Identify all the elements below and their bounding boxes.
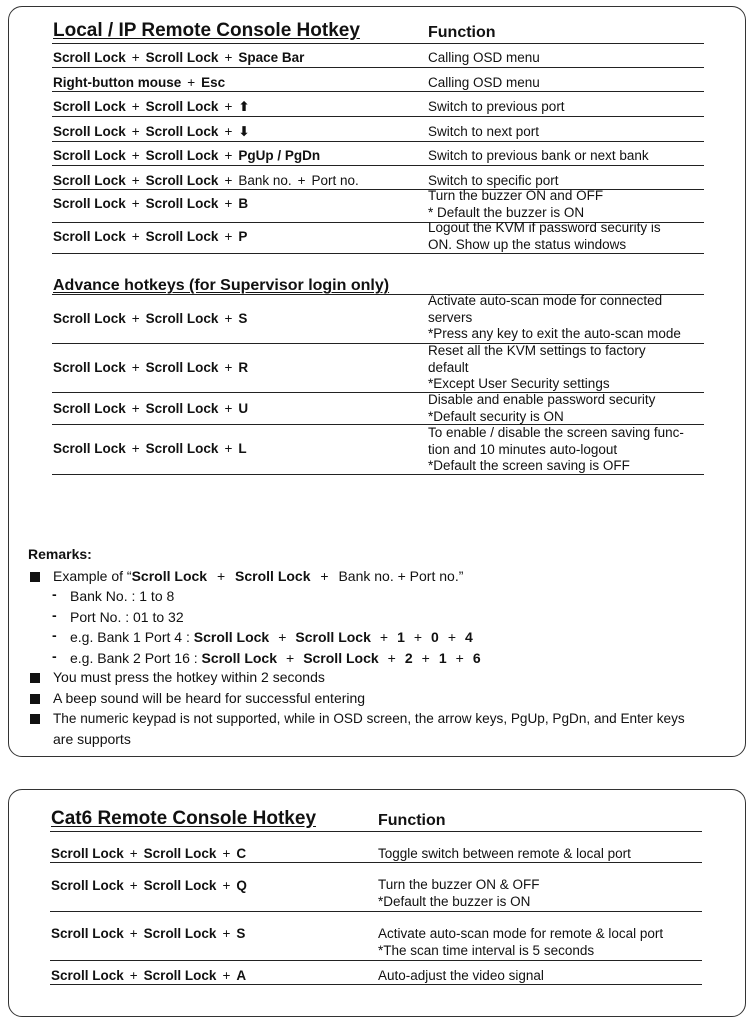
plus-sign: + [447,629,457,645]
example-key: 6 [472,650,481,666]
plus-sign: + [131,441,140,456]
function-line: Toggle switch between remote & local port [378,846,631,861]
example-key: Scroll Lock [193,629,270,645]
remark-eg2 [70,649,481,667]
hotkey-row [53,75,225,90]
function-text [378,926,663,959]
hotkey-combo [53,99,250,115]
hotkey-key: Scroll Lock [143,926,217,941]
advance-title: Advance hotkeys (for Supervisor login only) [53,277,390,294]
panel1-function-header: Function [428,24,496,41]
hotkey-key: Scroll Lock [51,846,124,861]
row-rule [50,911,702,912]
hotkey-row [53,124,250,140]
dash: - [52,586,57,602]
hotkey-row [53,99,250,115]
hotkey-key: Scroll Lock [51,878,124,893]
function-line: Auto-adjust the video signal [378,968,544,983]
header-rule [50,831,702,832]
hotkey-key: Scroll Lock [145,441,219,456]
dash: - [52,648,57,664]
function-line: *Press any key to exit the auto-scan mode [428,326,681,341]
hotkey-combo [53,75,225,90]
plus-sign: + [379,629,389,645]
plus-sign: + [224,148,233,163]
hotkey-key: U [238,401,249,416]
hotkey-key: Scroll Lock [51,926,124,941]
row-rule [50,984,702,985]
function-line: *Default security is ON [428,408,564,424]
example-rest: Bank no. + Port no.” [338,568,464,584]
hotkey-combo [53,50,304,65]
hotkey-key: Scroll Lock [145,99,219,114]
plus-sign: + [131,401,140,416]
plus-sign: + [222,878,231,893]
remark-eg1 [70,628,473,646]
remark-note-1: You must press the hotkey within 2 seconds [53,669,325,685]
row-rule [50,960,702,961]
function-line: Logout the KVM if password security is [428,220,661,235]
plus-sign: + [224,229,233,244]
hotkey-key: Right-button mouse [53,75,182,90]
function-line: Switch to next port [428,124,540,139]
hotkey-key: ⬇ [238,124,250,139]
function-line: To enable / disable the screen saving func- [428,425,684,440]
hotkey-row [53,148,320,163]
plus-sign: + [131,124,140,139]
function-text [378,968,544,985]
hotkey-key: Space Bar [238,50,305,65]
hotkey-key: B [238,196,249,211]
function-line: Switch to specific port [428,173,559,188]
function-text [428,188,603,221]
panel2-function-header: Function [378,812,446,829]
function-text [428,75,540,92]
plus-sign: + [224,401,233,416]
hotkey-key: Scroll Lock [145,311,219,326]
hotkey-key: Scroll Lock [143,968,217,983]
hotkey-key: C [236,846,247,861]
example-key-2: Scroll Lock [235,568,311,584]
hotkey-key: Scroll Lock [145,196,219,211]
plus-sign: + [320,568,329,584]
hotkey-key: R [238,360,249,375]
hotkey-key: Scroll Lock [145,229,219,244]
panel1-title: Local / IP Remote Console Hotkey [53,20,360,41]
dash: - [52,607,57,623]
hotkey-key: Scroll Lock [145,360,219,375]
hotkey-key: S [238,311,248,326]
hotkey-row [53,50,304,65]
hotkey-row [51,878,247,893]
plus-sign: + [224,360,233,375]
hotkey-combo [53,360,248,375]
hotkey-key: L [238,441,247,456]
hotkey-key: Scroll Lock [53,196,126,211]
example-key: Scroll Lock [201,650,277,666]
function-text [428,425,684,475]
function-line: default [428,359,469,375]
function-line: Turn the buzzer ON & OFF [378,877,540,892]
function-line: *Default the screen saving is OFF [428,458,630,473]
plus-sign: + [222,926,231,941]
hotkey-key: Scroll Lock [51,968,124,983]
plus-sign: + [131,173,140,188]
plus-sign: + [297,173,306,188]
function-line: Activate auto-scan mode for remote & local port [378,926,664,941]
remarks-title: Remarks: [28,546,92,562]
plus-sign: + [129,968,138,983]
function-text [428,50,540,67]
hotkey-combo [51,878,247,893]
hotkey-row [51,926,245,941]
hotkey-combo [53,441,247,456]
function-text [428,293,681,343]
hotkey-key: Scroll Lock [145,173,219,188]
hotkey-key: Port no. [311,173,359,188]
hotkey-key: Scroll Lock [53,229,126,244]
hotkey-key: Q [236,878,247,893]
plus-sign: + [224,173,233,188]
hotkey-combo [51,968,246,983]
function-line: servers [428,309,473,325]
row-rule [52,67,704,68]
hotkey-key: Scroll Lock [145,148,219,163]
hotkey-combo [53,148,320,163]
hotkey-combo [51,846,246,861]
plus-sign: + [131,229,140,244]
plus-sign: + [222,846,231,861]
dash: - [52,627,57,643]
remark-bank: Bank No. : 1 to 8 [70,588,175,604]
plus-sign: + [187,75,196,90]
plus-sign: + [131,196,140,211]
plus-sign: + [131,50,140,65]
plus-sign: + [278,629,287,645]
function-text [378,846,631,863]
hotkey-key: Scroll Lock [145,401,219,416]
function-line: Disable and enable password security [428,392,656,407]
hotkey-key: Scroll Lock [53,99,126,114]
hotkey-combo [53,401,248,416]
panel2-title: Cat6 Remote Console Hotkey [51,808,317,829]
function-line: Calling OSD menu [428,75,540,90]
bullet [30,714,40,724]
function-line: Turn the buzzer ON and OFF [428,188,604,203]
function-line: Reset all the KVM settings to factory [428,343,646,358]
hotkey-key: Bank no. [238,173,292,188]
row-rule [52,165,704,166]
remark-note-3-line-1: The numeric keypad is not supported, while in OSD screen, the arrow keys, PgUp, PgDn, and Enter keys [53,711,685,726]
function-text [378,877,540,910]
hotkey-key: Scroll Lock [53,173,126,188]
function-line: Switch to previous bank or next bank [428,148,649,163]
hotkey-row [53,441,247,456]
example-prefix: Example of “ [53,568,132,584]
hotkey-key: Scroll Lock [53,311,126,326]
function-text [428,343,646,393]
hotkey-row [53,196,248,211]
example-key-1: Scroll Lock [131,568,208,584]
row-rule [52,189,704,190]
hotkey-key: ⬆ [238,99,250,114]
hotkey-row [53,360,248,375]
plus-sign: + [286,650,295,666]
example-key: Scroll Lock [303,650,379,666]
function-text [428,392,655,425]
example-key: 0 [431,629,439,645]
plus-sign: + [413,629,423,645]
hotkey-key: Scroll Lock [53,401,126,416]
row-rule [52,474,704,475]
plus-sign: + [131,311,140,326]
hotkey-combo [53,196,248,211]
plus-sign: + [222,968,231,983]
row-rule [50,862,702,863]
function-line: Activate auto-scan mode for connected [428,293,663,308]
plus-sign: + [216,568,226,584]
bullet [30,673,40,683]
row-rule [52,253,704,254]
hotkey-row [51,968,246,983]
plus-sign: + [131,360,140,375]
function-line: *Except User Security settings [428,376,610,391]
hotkey-key: Scroll Lock [53,148,126,163]
hotkey-key: Esc [201,75,226,90]
plus-sign: + [224,441,233,456]
remark-example [53,567,463,585]
example-prefix: e.g. Bank 2 Port 16 : [70,650,202,666]
function-text [428,148,649,165]
hotkey-combo [53,124,250,140]
plus-sign: + [224,196,233,211]
hotkey-key: Scroll Lock [145,124,219,139]
example-prefix: e.g. Bank 1 Port 4 : [70,629,194,645]
hotkey-row [53,311,247,326]
example-key: 4 [465,629,473,645]
row-rule [52,116,704,117]
bullet [30,572,40,582]
hotkey-key: Scroll Lock [145,50,219,65]
function-line: ON. Show up the status windows [428,236,627,252]
header-rule [52,43,704,44]
hotkey-key: Scroll Lock [53,360,126,375]
hotkey-key: PgUp / PgDn [238,148,321,163]
function-line: tion and 10 minutes auto-logout [428,441,618,457]
bullet [30,694,40,704]
remark-port: Port No. : 01 to 32 [70,609,184,625]
function-line: *The scan time interval is 5 seconds [378,942,595,958]
function-line: * Default the buzzer is ON [428,204,585,220]
function-line: *Default the buzzer is ON [378,893,531,909]
row-rule [52,141,704,142]
row-rule [52,91,704,92]
plus-sign: + [131,148,140,163]
hotkey-combo [51,926,245,941]
hotkey-row [53,173,359,188]
plus-sign: + [131,99,140,114]
plus-sign: + [387,650,396,666]
example-key: 1 [397,629,405,645]
example-key: 2 [404,650,413,666]
function-line: Switch to previous port [428,99,565,114]
plus-sign: + [129,846,138,861]
hotkey-key: S [236,926,246,941]
hotkey-combo [53,173,359,188]
function-text [428,124,539,141]
example-key: 1 [438,650,447,666]
remark-note-2: A beep sound will be heard for successful entering [53,690,366,706]
hotkey-key: Scroll Lock [53,50,126,65]
plus-sign: + [129,878,138,893]
hotkey-combo [53,229,247,244]
hotkey-key: Scroll Lock [143,878,217,893]
hotkey-key: Scroll Lock [143,846,217,861]
function-line: Calling OSD menu [428,50,540,65]
hotkey-row [53,229,247,244]
plus-sign: + [421,650,430,666]
hotkey-key: A [236,968,247,983]
plus-sign: + [224,311,233,326]
hotkey-combo [53,311,247,326]
plus-sign: + [224,99,233,114]
plus-sign: + [129,926,138,941]
hotkey-key: Scroll Lock [53,124,126,139]
remark-note-3-line-2: are supports [53,731,131,747]
hotkey-key: Scroll Lock [53,441,126,456]
hotkey-row [51,846,246,861]
plus-sign: + [224,124,233,139]
function-text [428,99,565,116]
function-text [428,220,661,253]
hotkey-row [53,401,248,416]
plus-sign: + [455,650,464,666]
plus-sign: + [224,50,233,65]
hotkey-key: P [238,229,248,244]
example-key: Scroll Lock [295,629,371,645]
